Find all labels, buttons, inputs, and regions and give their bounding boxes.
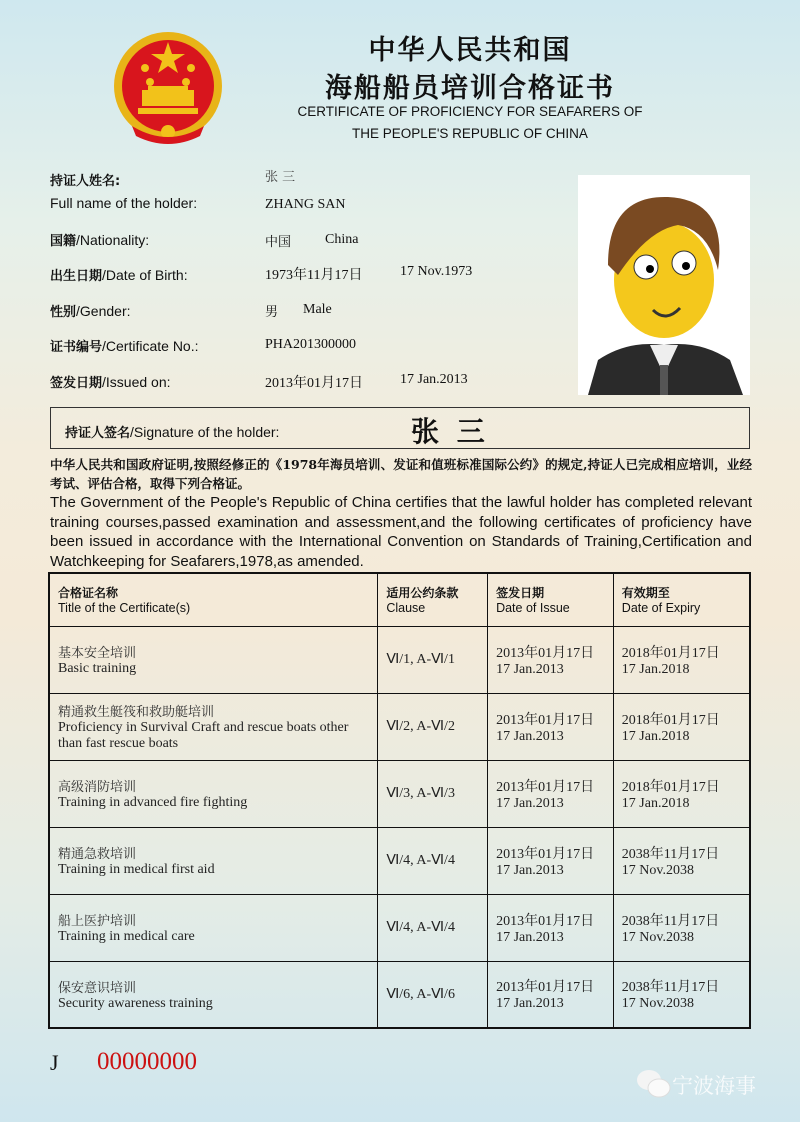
signature-box — [50, 407, 750, 449]
name-label-en: Full name of the holder: — [50, 195, 198, 211]
cert-title: 保安意识培训 Security awareness training — [49, 961, 378, 1028]
cert-issue-date: 2013年01月17日 17 Jan.2013 — [488, 894, 614, 961]
cert-no: PHA201300000 — [265, 337, 357, 352]
cert-clause: Ⅵ/6, A-Ⅵ/6 — [378, 961, 488, 1028]
signature-label: 持证人签名/Signature of the holder: — [65, 424, 280, 441]
title-en-2: THE PEOPLE'S REPUBLIC OF CHINA — [352, 126, 588, 141]
cert-issue-date: 2013年01月17日 17 Jan.2013 — [488, 827, 614, 894]
cert-clause: Ⅵ/4, A-Ⅵ/4 — [378, 827, 488, 894]
cert-expiry-date: 2038年11月17日 17 Nov.2038 — [613, 961, 750, 1028]
header-clause: 适用公约条款 Clause — [378, 573, 488, 626]
gender-label: 性别/Gender: — [50, 303, 131, 320]
cert-no-label: 证书编号/Certificate No.: — [50, 338, 199, 355]
cert-issue-date: 2013年01月17日 17 Jan.2013 — [488, 961, 614, 1028]
table-header-row — [49, 573, 750, 626]
nationality-label: 国籍/Nationality: — [50, 232, 150, 249]
cert-title: 基本安全培训 Basic training — [49, 626, 378, 693]
nationality-cn: 中国 — [265, 235, 292, 250]
wechat-icon — [636, 1068, 672, 1100]
holder-photo — [578, 175, 750, 395]
dob-en: 17 Nov.1973 — [400, 264, 473, 279]
statement-cn: 中华人民共和国政府证明,按照经修正的《1978年海员培训、发证和值班标准国际公约》的规定,持证人已完成相应培训，业经考试、评估合格，取得下列合格证。 — [50, 457, 752, 491]
title-cn-2: 海船船员培训合格证书 — [325, 73, 615, 104]
cert-issue-date: 2013年01月17日 17 Jan.2013 — [488, 760, 614, 827]
certificates-table — [48, 572, 751, 1029]
cert-title: 船上医护培训 Training in medical care — [49, 894, 378, 961]
cert-title: 精通急救培训 Training in medical first aid — [49, 827, 378, 894]
cert-issue-date: 2013年01月17日 17 Jan.2013 — [488, 693, 614, 760]
issued-label: 签发日期/Issued on: — [50, 374, 171, 391]
table-row — [49, 827, 750, 894]
signature-value: 张 三 — [411, 415, 489, 448]
header-issue: 签发日期 Date of Issue — [488, 573, 614, 626]
table-row — [49, 894, 750, 961]
cert-expiry-date: 2038年11月17日 17 Nov.2038 — [613, 827, 750, 894]
statement — [50, 455, 752, 571]
name-cn: 张 三 — [265, 170, 296, 185]
cert-clause: Ⅵ/1, A-Ⅵ/1 — [378, 626, 488, 693]
table-row — [49, 760, 750, 827]
cert-expiry-date: 2018年01月17日 17 Jan.2018 — [613, 693, 750, 760]
issued-cn: 2013年01月17日 — [265, 376, 363, 391]
header-expiry: 有效期至 Date of Expiry — [613, 573, 750, 626]
table-row — [49, 961, 750, 1028]
cert-expiry-date: 2018年01月17日 17 Jan.2018 — [613, 760, 750, 827]
table-row — [49, 626, 750, 693]
name-label-cn: 持证人姓名: — [50, 174, 121, 189]
cert-clause: Ⅵ/3, A-Ⅵ/3 — [378, 760, 488, 827]
cert-issue-date: 2013年01月17日 17 Jan.2013 — [488, 626, 614, 693]
serial-prefix: J — [50, 1050, 59, 1075]
name-en: ZHANG SAN — [265, 197, 346, 212]
watermark-text: 宁波海事 — [672, 1074, 756, 1098]
serial-number: 00000000 — [97, 1048, 197, 1075]
dob-label: 出生日期/Date of Birth: — [50, 267, 188, 284]
statement-en: The Government of the People's Republic of China certifies that the lawful holder has completed relevant training courses,passed examination and assessment,and the following certificates of proficiency have been issued in accordance with the International Convention on Standards of Training,Certification and Watchkeeping for Seafarers,1978,as amended. — [50, 494, 752, 570]
title-cn-1: 中华人民共和国 — [368, 35, 572, 66]
cert-clause: Ⅵ/2, A-Ⅵ/2 — [378, 693, 488, 760]
header-title: 合格证名称 Title of the Certificate(s) — [49, 573, 378, 626]
cert-title: 精通救生艇筏和救助艇培训 Proficiency in Survival Craft and rescue boats other than fast rescue boats — [49, 693, 378, 760]
nationality-en: China — [325, 232, 359, 247]
gender-en: Male — [303, 302, 332, 317]
cert-expiry-date: 2018年01月17日 17 Jan.2018 — [613, 626, 750, 693]
table-row — [49, 693, 750, 760]
title-en-1: CERTIFICATE OF PROFICIENCY FOR SEAFARERS OF — [297, 104, 643, 119]
gender-cn: 男 — [265, 305, 279, 320]
dob-cn: 1973年11月17日 — [265, 268, 363, 283]
cert-expiry-date: 2038年11月17日 17 Nov.2038 — [613, 894, 750, 961]
cert-title: 高级消防培训 Training in advanced fire fighting — [49, 760, 378, 827]
issued-en: 17 Jan.2013 — [400, 372, 468, 387]
cert-clause: Ⅵ/4, A-Ⅵ/4 — [378, 894, 488, 961]
